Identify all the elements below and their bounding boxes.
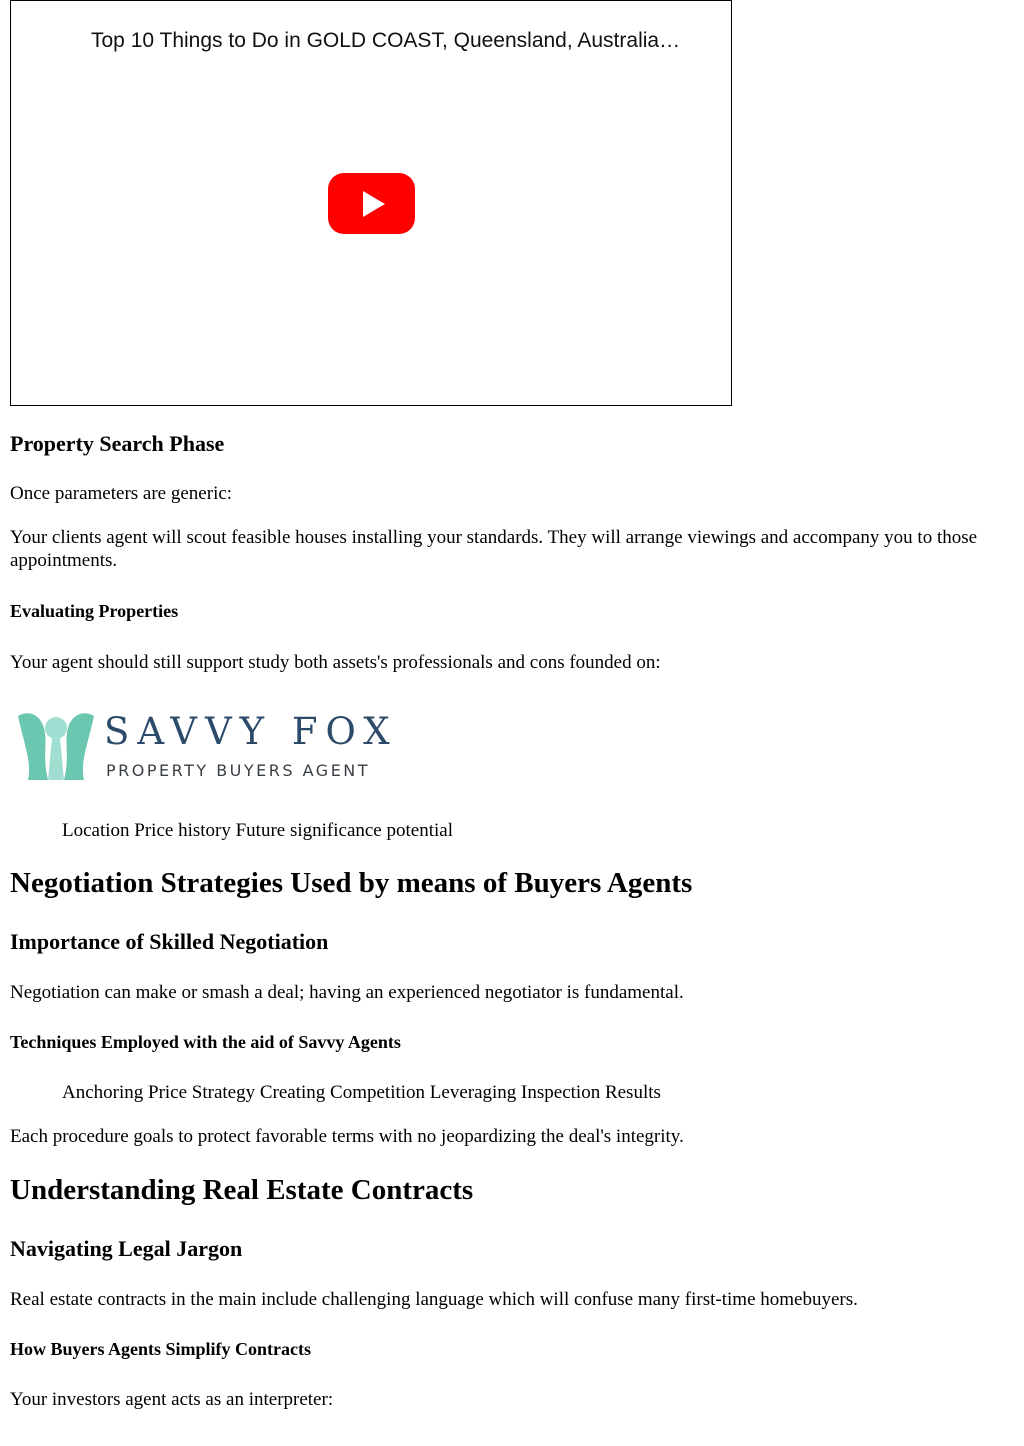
keyhole-logo-icon <box>14 708 98 788</box>
article-content <box>10 0 1014 1410</box>
savvy-fox-logo <box>14 706 398 792</box>
negotiation-heading: Negotiation Strategies Used by means of Buyers Agents <box>10 867 693 899</box>
contracts-heading: Understanding Real Estate Contracts <box>10 1174 474 1206</box>
evaluating-body: Your agent should still support study both assets's professionals and cons founded on: <box>10 652 661 673</box>
techniques-list: Anchoring Price Strategy Creating Competition Leveraging Inspection Results <box>62 1082 661 1103</box>
techniques-body: Each procedure goals to protect favorable terms with no jeopardizing the deal's integrity. <box>10 1126 684 1147</box>
techniques-heading: Techniques Employed with the aid of Savvy Agents <box>10 1032 401 1052</box>
logo-tagline: PROPERTY BUYERS AGENT <box>106 761 371 780</box>
logo-name: SAVVY FOX <box>104 710 398 753</box>
search-phase-body: Your clients agent will scout feasible houses installing your standards. They will arrange viewings and accompany you to those appointments. <box>10 527 978 571</box>
search-phase-intro: Once parameters are generic: <box>10 483 233 504</box>
simplify-heading: How Buyers Agents Simplify Contracts <box>10 1339 311 1359</box>
simplify-body: Your investors agent acts as an interpreter: <box>10 1389 334 1410</box>
importance-body: Negotiation can make or smash a deal; having an experienced negotiator is fundamental. <box>10 982 684 1003</box>
importance-heading: Importance of Skilled Negotiation <box>10 929 329 954</box>
video-embed[interactable] <box>10 0 732 406</box>
criteria-list: Location Price history Future significance potential <box>62 820 453 841</box>
search-phase-heading: Property Search Phase <box>10 431 225 456</box>
play-icon[interactable] <box>328 173 415 234</box>
video-title[interactable]: Top 10 Things to Do in GOLD COAST, Queensland, Australia… <box>91 29 681 52</box>
jargon-heading: Navigating Legal Jargon <box>10 1236 243 1261</box>
jargon-body: Real estate contracts in the main include challenging language which will confuse many first-time homebuyers. <box>10 1289 858 1310</box>
evaluating-heading: Evaluating Properties <box>10 601 179 621</box>
